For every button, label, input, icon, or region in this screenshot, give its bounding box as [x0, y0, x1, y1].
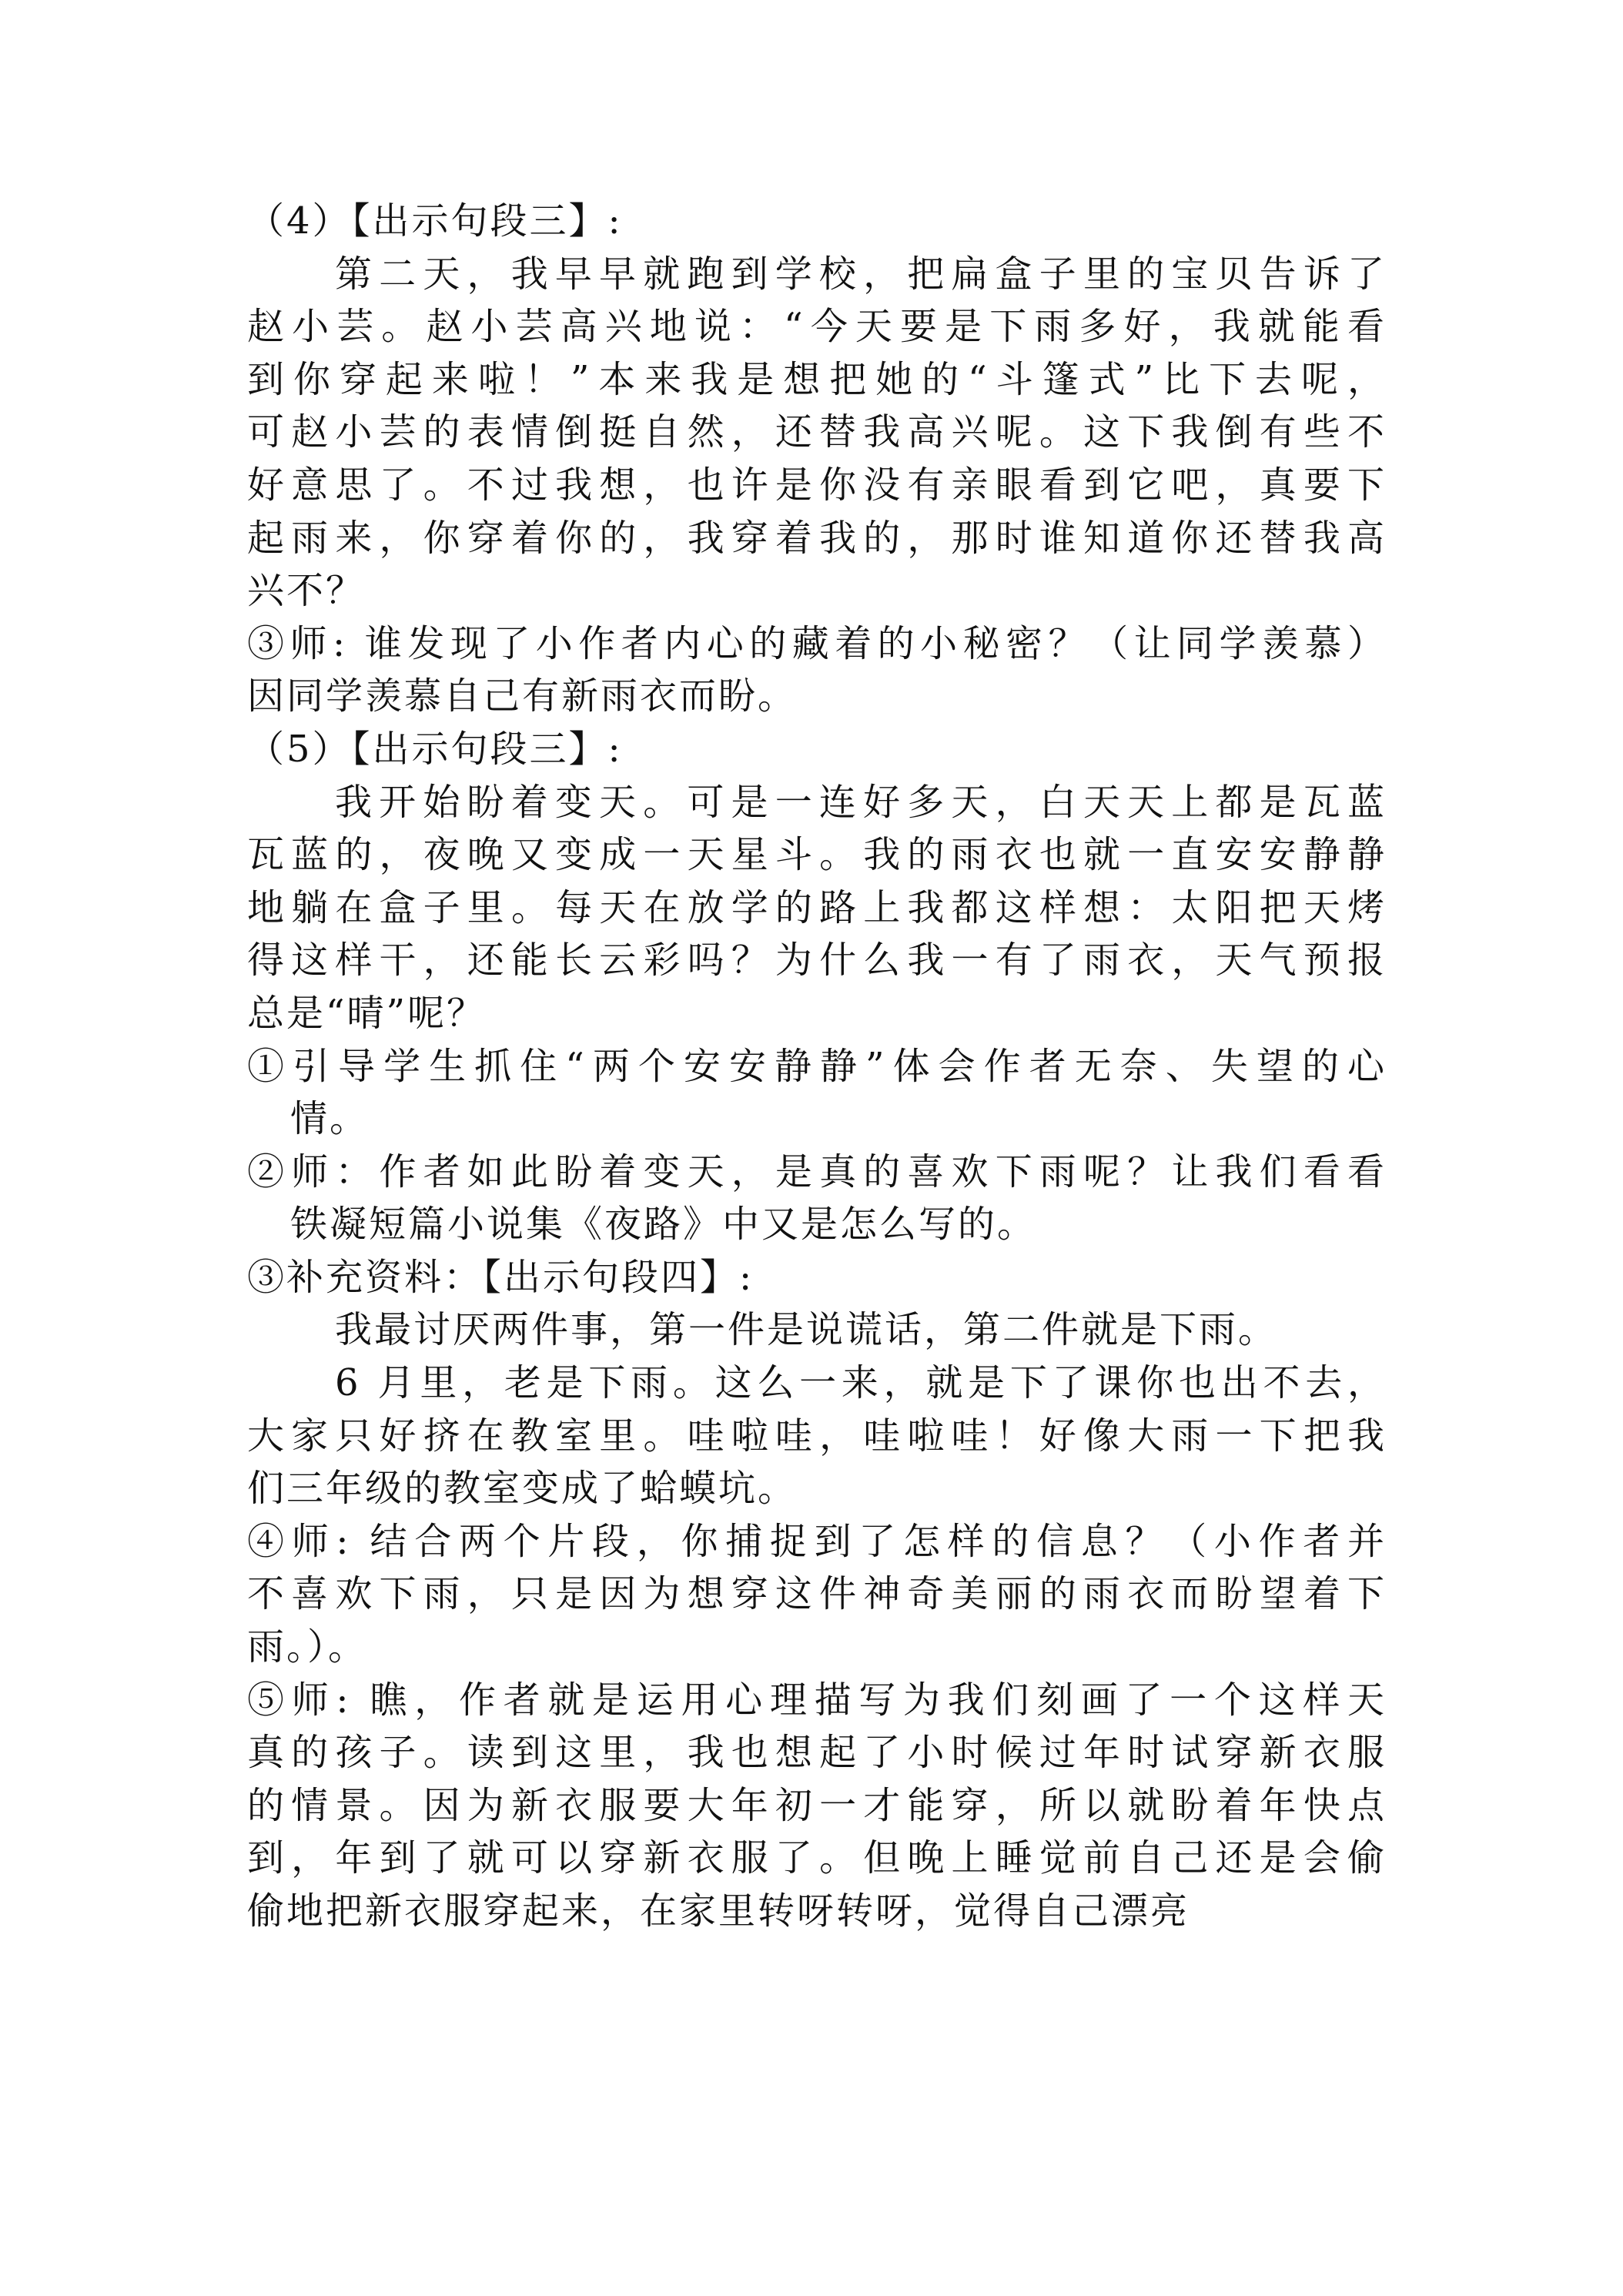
excerpt-line: 起雨来，你穿着你的，我穿着我的，那时谁知道你还替我高 [247, 516, 1387, 560]
section-heading-5: （5）【出示句段三】: [247, 727, 623, 771]
teacher-note-line: 到，年到了就可以穿新衣服了。但晚上睡觉前自己还是会偷 [247, 1836, 1387, 1880]
excerpt-line: 赵小芸。赵小芸高兴地说：“今天要是下雨多好，我就能看 [247, 305, 1387, 349]
excerpt-line: 我开始盼着变天。可是一连好多天，白天天上都是瓦蓝 [335, 780, 1387, 824]
excerpt-line: 兴不？ [247, 569, 366, 613]
excerpt-line: 第二天，我早早就跑到学校，把扁盒子里的宝贝告诉了 [335, 252, 1387, 296]
excerpt-line: 大家只好挤在教室里。哇啦哇，哇啦哇！好像大雨一下把我 [247, 1414, 1387, 1458]
excerpt-line: 瓦蓝的，夜晚又变成一天星斗。我的雨衣也就一直安安静静 [247, 833, 1387, 877]
excerpt-line: 好意思了。不过我想，也许是你没有亲眼看到它吧，真要下 [247, 463, 1387, 507]
numbered-item-line: ②师：作者如此盼着变天，是真的喜欢下雨呢？让我们看看 [247, 1150, 1387, 1193]
teacher-note-line: 偷地把新衣服穿起来，在家里转呀转呀，觉得自己漂亮 [247, 1889, 1190, 1933]
excerpt-line: 总是“晴”呢？ [247, 991, 487, 1035]
numbered-item-line: 铁凝短篇小说集《夜路》中又是怎么写的。 [290, 1203, 1037, 1247]
teacher-note-line: 雨。）。 [247, 1625, 368, 1669]
excerpt-line: 到你穿起来啦！”本来我是想把她的“斗篷式”比下去呢， [247, 357, 1387, 401]
numbered-item-line: ③补充资料：【出示句段四】: [247, 1255, 755, 1299]
teacher-note-line: 因同学羡慕自己有新雨衣而盼。 [247, 674, 798, 718]
section-heading-4: （4）【出示句段三】: [247, 199, 623, 243]
teacher-note-line: ③师: 谁发现了小作者内心的藏着的小秘密？（让同学羡慕） [247, 621, 1387, 665]
numbered-item-line: 情。 [290, 1097, 370, 1141]
teacher-note-line: 的情景。因为新衣服要大年初一才能穿，所以就盼着年快点 [247, 1783, 1387, 1827]
document-body [247, 195, 1387, 1938]
excerpt-line: 6 月里，老是下雨。这么一来，就是下了课你也出不去， [335, 1361, 1387, 1405]
excerpt-line: 可赵小芸的表情倒挺自然，还替我高兴呢。这下我倒有些不 [247, 410, 1387, 454]
teacher-note-line: ⑤师: 瞧，作者就是运用心理描写为我们刻画了一个这样天 [247, 1678, 1387, 1722]
excerpt-line: 我最讨厌两件事，第一件是说谎话，第二件就是下雨。 [335, 1308, 1278, 1352]
teacher-note-line: ④师: 结合两个片段，你捕捉到了怎样的信息？（小作者并 [247, 1519, 1387, 1563]
excerpt-line: 地躺在盒子里。每天在放学的路上我都这样想：太阳把天烤 [247, 885, 1387, 929]
teacher-note-line: 真的孩子。读到这里，我也想起了小时候过年时试穿新衣服 [247, 1731, 1387, 1775]
excerpt-line: 得这样干，还能长云彩吗？为什么我一有了雨衣，天气预报 [247, 939, 1387, 982]
excerpt-line: 们三年级的教室变成了蛤蟆坑。 [247, 1467, 798, 1511]
numbered-item-line: ①引导学生抓住“两个安安静静”体会作者无奈、失望的心 [247, 1044, 1387, 1088]
teacher-note-line: 不喜欢下雨，只是因为想穿这件神奇美丽的雨衣而盼望着下 [247, 1572, 1387, 1616]
